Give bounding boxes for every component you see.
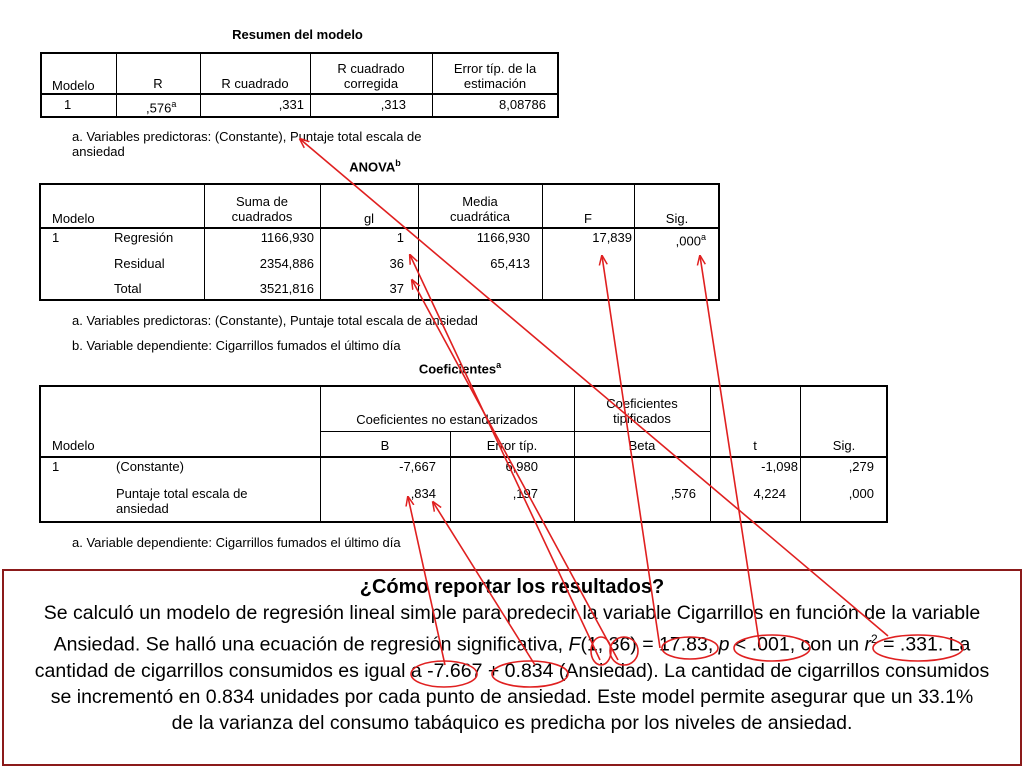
report-title: ¿Cómo reportar los resultados? <box>359 576 665 598</box>
coef-title <box>400 360 520 376</box>
anova-header-f: F <box>584 211 592 226</box>
anova-note-a: a. Variables predictoras: (Constante), Puntaje total escala de ansiedad <box>72 313 478 328</box>
anova-row-ms: 1166,930 <box>476 230 530 245</box>
coef-header-modelo: Modelo <box>52 438 95 453</box>
ms-r-sup: a <box>171 99 177 109</box>
coef-row-b: -7,667 <box>399 459 436 474</box>
report-line-5: de la varianza del consumo tabáquico es predicha por los niveles de ansiedad. <box>171 711 853 734</box>
anova-sig-value: ,000 <box>675 233 701 249</box>
coef-row-se: 6,980 <box>505 459 538 474</box>
anova-model-num: 1 <box>52 230 60 245</box>
coef-row-label: Puntaje total escala de <box>116 486 248 501</box>
ms-header-r2adj-1: R cuadrado <box>337 61 405 76</box>
report-text: (1, 36) = 17.83, <box>580 633 719 656</box>
coef-row-b: ,834 <box>410 486 436 501</box>
row-divider <box>320 431 710 432</box>
report-line-1: Se calculó un modelo de regresión lineal simple para predecir la variable Cigarrillos en función de la variable <box>43 602 981 624</box>
coef-header-unstd: Coeficientes no estandarizados <box>356 412 538 427</box>
coef-header-b: B <box>380 438 390 453</box>
coef-header-se: Error típ. <box>486 438 538 453</box>
coef-model-num: 1 <box>52 459 60 474</box>
report-text: Ansiedad. Se halló una ecuación de regresión significativa, <box>53 633 569 656</box>
report-r-symbol: r <box>864 633 871 656</box>
anova-title <box>330 158 420 174</box>
ms-row-se: 8,08786 <box>499 97 546 112</box>
coef-row-beta: ,576 <box>670 486 696 501</box>
anova-row-ss: 2354,886 <box>259 256 314 271</box>
coef-header-beta: Beta <box>628 438 656 453</box>
coef-row-t: 4,224 <box>753 486 786 501</box>
coef-note: a. Variable dependiente: Cigarrillos fumados el último día <box>72 535 401 550</box>
anova-row-gl: 36 <box>389 256 404 271</box>
coef-row-label: (Constante) <box>116 459 184 474</box>
anova-row-label: Regresión <box>114 230 174 245</box>
ms-header-se-1: Error típ. de la <box>453 61 537 76</box>
anova-sig-sup: a <box>700 232 706 242</box>
coef-row-label-2: ansiedad <box>116 501 169 516</box>
ms-row-r <box>146 97 176 115</box>
coef-header-std-2: tipificados <box>613 411 671 426</box>
ms-note-1: a. Variables predictoras: (Constante), Puntaje total escala de <box>72 129 422 144</box>
ms-header-r: R <box>153 76 163 91</box>
row-divider <box>40 456 887 458</box>
coef-row-t: -1,098 <box>761 459 798 474</box>
report-text: < .001, con un <box>729 633 865 656</box>
anova-row-ss: 3521,816 <box>259 281 314 296</box>
coef-row-sig: ,279 <box>848 459 874 474</box>
anova-header-ss-2: cuadrados <box>231 209 293 224</box>
coef-title-sup: a <box>496 360 502 370</box>
anova-header-ms-1: Media <box>462 194 498 209</box>
anova-row-label: Residual <box>114 256 165 271</box>
ms-row-modelo: 1 <box>64 97 72 112</box>
ms-r-value: ,576 <box>146 100 172 116</box>
ms-header-se-2: estimación <box>463 76 527 91</box>
anova-row-gl: 1 <box>396 230 404 245</box>
col-divider <box>320 386 321 522</box>
row-divider <box>40 227 719 229</box>
ms-header-r2: R cuadrado <box>221 76 289 91</box>
anova-header-gl: gl <box>363 211 375 226</box>
report-p-symbol: p <box>718 633 730 656</box>
coef-row-se: ,197 <box>512 486 538 501</box>
report-r-sup: 2 <box>871 632 878 646</box>
anova-row-sig <box>634 230 706 248</box>
anova-header-ss-1: Suma de <box>235 194 289 209</box>
ms-header-modelo: Modelo <box>52 78 95 93</box>
anova-title-sup: b <box>395 158 401 168</box>
anova-note-b: b. Variable dependiente: Cigarrillos fumados el último día <box>72 338 401 353</box>
anova-title-text: ANOVA <box>349 159 396 175</box>
report-text: = .331. La <box>877 633 971 656</box>
coef-header-sig: Sig. <box>832 438 856 453</box>
report-line-2 <box>4 626 1020 658</box>
anova-header-ms-2: cuadrática <box>450 209 510 224</box>
ms-note-2: ansiedad <box>72 144 125 159</box>
col-divider <box>710 386 711 522</box>
ms-row-r2adj: ,313 <box>380 97 406 112</box>
anova-header-sig: Sig. <box>665 211 689 226</box>
report-line-3: cantidad de cigarrillos consumidos es igual a -7.667 + 0.834 (Ansiedad). La cantidad de cigarrillos consumidos <box>34 659 990 682</box>
ms-row-r2: ,331 <box>278 97 304 112</box>
anova-row-ss: 1166,930 <box>260 230 314 245</box>
coef-header-t: t <box>753 438 757 453</box>
ms-header-r2adj-2: corregida <box>343 76 399 91</box>
coef-title-text: Coeficientes <box>418 361 497 377</box>
model-summary-title: Resumen del modelo <box>232 27 363 42</box>
report-box <box>2 569 1022 766</box>
coef-row-sig: ,000 <box>848 486 874 501</box>
anova-row-gl: 37 <box>389 281 404 296</box>
coef-header-std-1: Coeficientes <box>606 396 678 411</box>
anova-header-modelo: Modelo <box>52 211 95 226</box>
col-divider <box>800 386 801 522</box>
row-divider <box>41 93 558 95</box>
anova-row-label: Total <box>114 281 142 296</box>
anova-row-f: 17,839 <box>592 230 632 245</box>
report-line-4: se incrementó en 0.834 unidades por cada punto de ansiedad. Este model permite asegurar que un 33.1% <box>50 685 974 708</box>
anova-row-ms: 65,413 <box>490 256 530 271</box>
report-f-symbol: F <box>568 633 581 656</box>
